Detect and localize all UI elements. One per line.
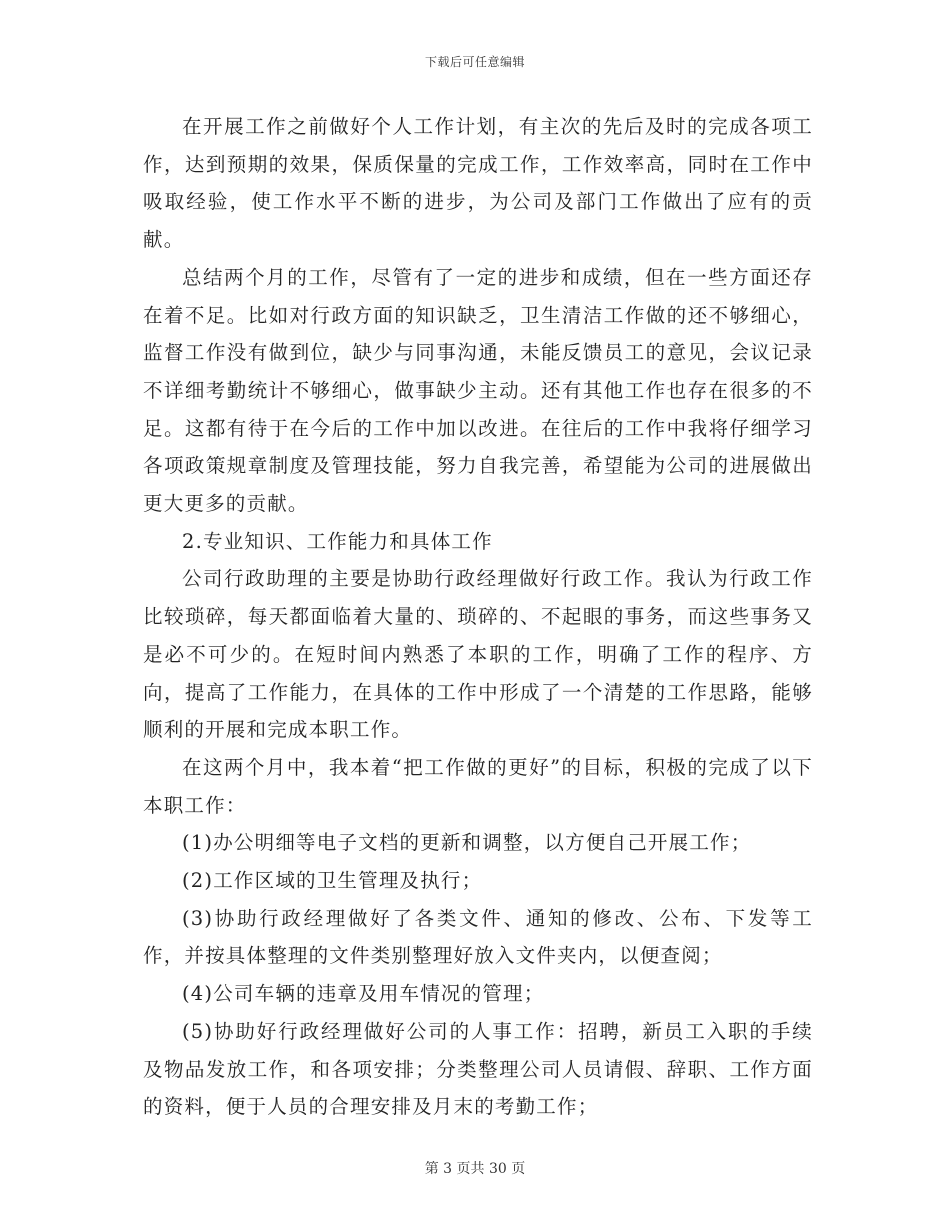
list-item-duty-5: (5)协助好行政经理做好公司的人事工作：招聘，新员工入职的手续及物品发放工作，和各项安排；分类整理公司人员请假、辞职、工作方面的资料，便于人员的合理安排及月末的考勤工作； (143, 1019, 813, 1119)
paragraph-admin-assistant-role: 公司行政助理的主要是协助行政经理做好行政工作。我认为行政工作比较琐碎，每天都面临着大量的、琐碎的、不起眼的事务，而这些事务又是必不可少的。在短时间内熟悉了本职的工作，明确了工作的程序、方向，提高了工作能力，在具体的工作中形成了一个清楚的工作思路，能够顺利的开展和完成本职工作。 (143, 567, 813, 742)
paragraph-summary-shortcomings: 总结两个月的工作，尽管有了一定的进步和成绩，但在一些方面还存在着不足。比如对行政方面的知识缺乏，卫生清洁工作做的还不够细心，监督工作没有做到位，缺少与同事沟通，未能反馈员工的意见，会议记录不详细考勤统计不够细心，做事缺少主动。还有其他工作也存在很多的不足。这都有待于在今后的工作中加以改进。在往后的工作中我将仔细学习各项政策规章制度及管理技能，努力自我完善，希望能为公司的进展做出更大更多的贡献。 (143, 265, 813, 516)
paragraph-duties-intro: 在这两个月中，我本着“把工作做的更好”的目标，积极的完成了以下本职工作： (143, 755, 813, 817)
document-body (143, 108, 813, 1126)
paragraph-work-plan: 在开展工作之前做好个人工作计划，有主次的先后及时的完成各项工作，达到预期的效果，保质保量的完成工作，工作效率高，同时在工作中吸取经验，使工作水平不断的进步，为公司及部门工作做出了应有的贡献。 (143, 115, 813, 252)
list-item-duty-2: (2)工作区域的卫生管理及执行； (182, 869, 483, 893)
list-item-duty-1: (1)办公明细等电子文档的更新和调整，以方便自己开展工作； (182, 831, 752, 855)
page-number-footer: 第 3 页共 30 页 (424, 1161, 526, 1177)
section-heading-professional-knowledge: 2.专业知识、工作能力和具体工作 (182, 529, 493, 553)
page-header: 下载后可任意编辑 (424, 55, 525, 69)
list-item-duty-4: (4)公司车辆的违章及用车情况的管理； (182, 982, 545, 1006)
list-item-duty-3: (3)协助行政经理做好了各类文件、通知的修改、公布、下发等工作，并按具体整理的文件类别整理好放入文件夹内，以便查阅； (143, 906, 813, 968)
